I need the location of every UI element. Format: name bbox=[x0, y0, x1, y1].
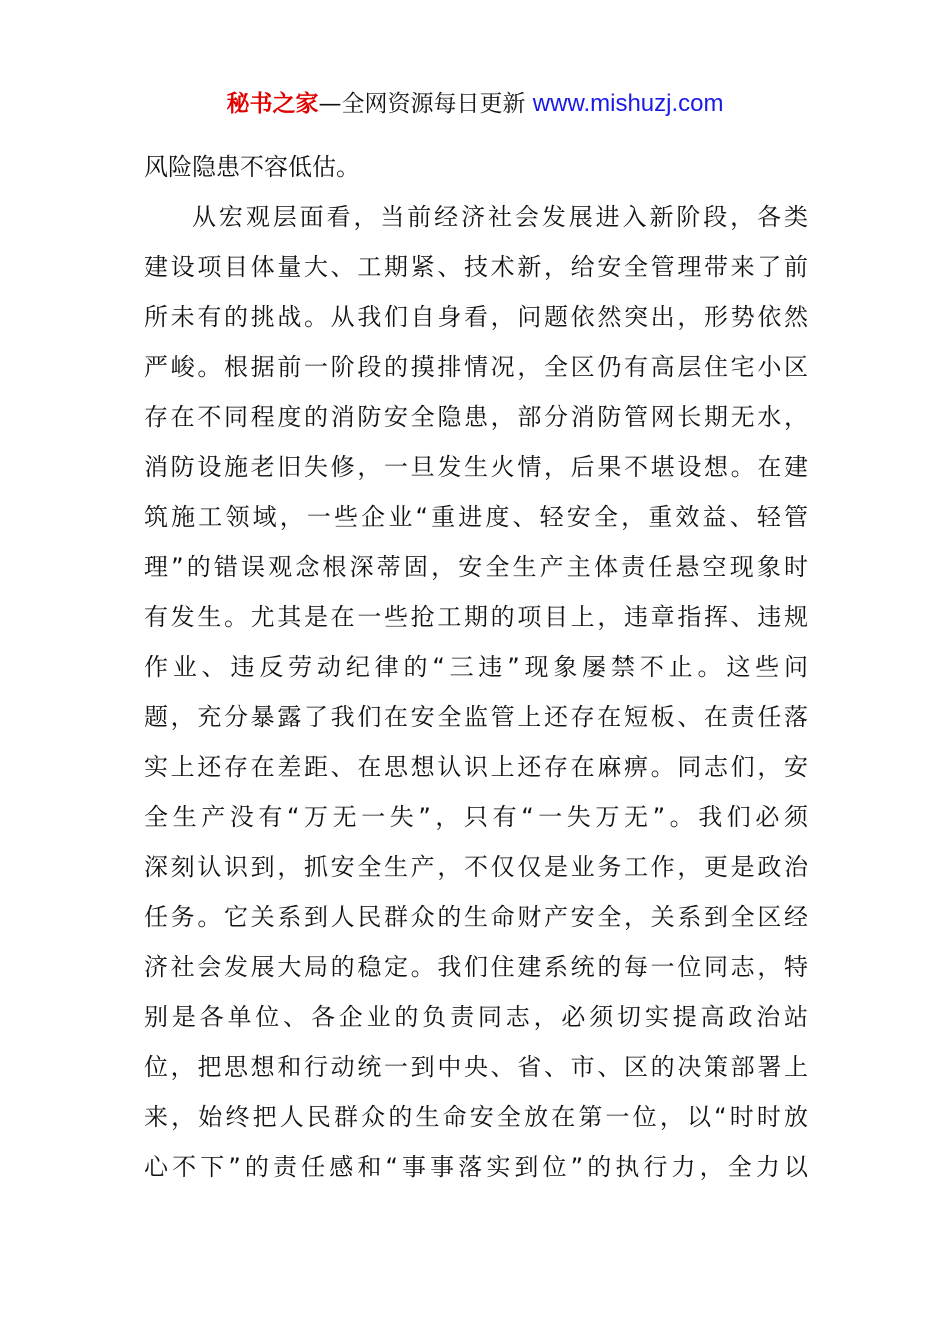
text-line: 消防设施老旧失修，一旦发生火情，后果不堪设想。在建 bbox=[144, 453, 808, 481]
text-line: 严峻。根据前一阶段的摸排情况，全区仍有高层住宅小区 bbox=[144, 353, 808, 381]
text-line: 筑施工领域，一些企业“重进度、轻安全，重效益、轻管 bbox=[144, 503, 808, 531]
text-line: 全生产没有“万无一失”，只有“一失万无”。我们必须 bbox=[144, 803, 808, 831]
text-line: 存在不同程度的消防安全隐患，部分消防管网长期无水， bbox=[144, 403, 808, 431]
site-tagline: —全网资源每日更新 bbox=[318, 91, 533, 117]
site-url-link[interactable]: www.mishuzj.com bbox=[532, 90, 724, 117]
site-brand: 秘书之家 bbox=[226, 91, 319, 117]
text-line: 题，充分暴露了我们在安全监管上还存在短板、在责任落 bbox=[144, 703, 808, 731]
text-line: 风险隐患不容低估。 bbox=[144, 153, 360, 181]
document-body bbox=[144, 142, 808, 1192]
text-line: 作业、违反劳动纪律的“三违”现象屡禁不止。这些问 bbox=[144, 653, 808, 681]
text-line: 所未有的挑战。从我们自身看，问题依然突出，形势依然 bbox=[144, 303, 808, 331]
text-line: 有发生。尤其是在一些抢工期的项目上，违章指挥、违规 bbox=[144, 603, 808, 631]
text-line: 别是各单位、各企业的负责同志，必须切实提高政治站 bbox=[144, 1003, 808, 1031]
text-line: 实上还存在差距、在思想认识上还存在麻痹。同志们，安 bbox=[144, 753, 808, 781]
text-line: 心不下”的责任感和“事事落实到位”的执行力，全力以 bbox=[144, 1153, 808, 1181]
text-line: 来，始终把人民群众的生命安全放在第一位，以“时时放 bbox=[144, 1103, 808, 1131]
text-line: 济社会发展大局的稳定。我们住建系统的每一位同志，特 bbox=[144, 953, 808, 981]
text-line: 理”的错误观念根深蒂固，安全生产主体责任悬空现象时 bbox=[144, 553, 808, 581]
text-line: 深刻认识到，抓安全生产，不仅仅是业务工作，更是政治 bbox=[144, 853, 808, 881]
paragraph-first-line: 从宏观层面看，当前经济社会发展进入新阶段，各类 bbox=[192, 203, 808, 231]
text-line: 任务。它关系到人民群众的生命财产安全，关系到全区经 bbox=[144, 903, 808, 931]
text-line: 建设项目体量大、工期紧、技术新，给安全管理带来了前 bbox=[144, 253, 808, 281]
text-line: 位，把思想和行动统一到中央、省、市、区的决策部署上 bbox=[144, 1053, 808, 1081]
page-header bbox=[0, 86, 950, 122]
